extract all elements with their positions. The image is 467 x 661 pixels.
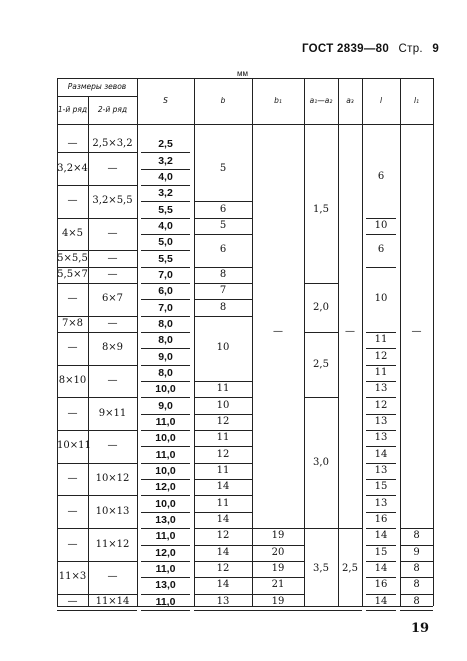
row-divider: [141, 414, 190, 415]
row-divider: [252, 594, 304, 595]
a3-cell: —: [345, 326, 355, 338]
s-cell: 2,5: [158, 138, 173, 151]
header-s: S: [163, 96, 168, 105]
b-cell: 5: [219, 162, 227, 174]
size-row1-cell: 3,2×4: [57, 162, 88, 174]
row-divider: [141, 512, 190, 513]
size-row2-cell: 6×7: [101, 293, 124, 305]
row-divider: [141, 299, 190, 300]
a1-a2-cell: 1,5: [313, 203, 329, 215]
table-header-bottom-border: [57, 124, 433, 125]
row-divider: [304, 332, 338, 333]
row-divider: [194, 234, 252, 235]
s-cell: 11,0: [155, 448, 176, 461]
row-divider: [366, 594, 396, 595]
size-row1-cell: —: [67, 595, 78, 607]
l-cell: 14: [374, 595, 388, 607]
size-row1-cell: 11×3: [58, 571, 87, 583]
column-divider: [338, 78, 339, 606]
row-divider: [366, 414, 396, 415]
size-row2-cell: 9×11: [98, 407, 127, 419]
b-cell: 8: [219, 268, 227, 280]
l-cell: 14: [374, 530, 388, 542]
row-divider: [194, 463, 252, 464]
header-sizes-group: Размеры зевов: [67, 82, 127, 91]
row-divider: [141, 594, 190, 595]
s-cell: 8,0: [158, 334, 173, 347]
row-divider: [252, 561, 304, 562]
b-cell: 14: [216, 481, 230, 493]
row-divider: [366, 365, 396, 366]
s-cell: 11,0: [155, 530, 176, 543]
row-divider: [252, 577, 304, 578]
row-divider: [366, 495, 396, 496]
row-divider: [141, 365, 190, 366]
dimensions-table: [57, 78, 433, 606]
row-divider: [141, 528, 190, 529]
s-cell: 10,0: [155, 497, 176, 510]
row-divider: [141, 332, 190, 333]
l1-cell: 8: [413, 563, 420, 574]
size-row2-cell: 10×13: [95, 505, 130, 517]
row-divider: [366, 218, 396, 219]
row-divider: [194, 512, 252, 513]
b-cell: 11: [216, 432, 230, 444]
size-row2-cell: 8×9: [101, 342, 124, 354]
row-divider: [194, 577, 252, 578]
row-divider: [141, 201, 190, 202]
row-divider: [57, 218, 137, 219]
l-cell: 6: [377, 170, 385, 182]
l-cell: 16: [374, 513, 388, 525]
a1-a2-cell: 3,0: [313, 456, 329, 468]
row-divider: [194, 545, 252, 546]
column-divider: [400, 78, 401, 606]
l-cell: 13: [374, 432, 388, 444]
page-header: [302, 43, 439, 55]
s-cell: 12,0: [155, 546, 176, 559]
row-divider: [194, 430, 252, 431]
b-cell: 11: [216, 464, 230, 476]
a1-a2-cell: 2,0: [313, 301, 329, 313]
row-divider: [194, 495, 252, 496]
size-row1-cell: —: [67, 138, 78, 150]
row-divider: [57, 463, 137, 464]
l1-cell: 8: [413, 579, 420, 591]
b-cell: 7: [219, 285, 227, 297]
b-cell: 5: [219, 219, 227, 231]
header-row1: 1-й ряд: [57, 105, 88, 114]
header-a3: a₃: [346, 96, 354, 105]
size-row2-cell: —: [107, 162, 118, 174]
row-divider: [194, 528, 252, 529]
row-divider: [57, 152, 137, 153]
s-cell: 5,5: [158, 252, 173, 265]
footer-page-number: 19: [411, 621, 430, 636]
row-divider: [141, 185, 190, 186]
s-cell: 5,5: [158, 203, 173, 216]
standard-number: ГОСТ 2839—80: [302, 43, 390, 55]
s-cell: 7,0: [158, 268, 173, 281]
l-cell: 15: [374, 546, 388, 558]
header-a1-a2: a₁—a₂: [309, 96, 333, 105]
column-divider: [304, 78, 305, 606]
row-divider: [400, 528, 433, 529]
row-divider: [366, 610, 396, 611]
l-cell: 6: [377, 244, 385, 256]
b-cell: 6: [219, 203, 227, 215]
size-row1-cell: —: [67, 538, 78, 550]
row-divider: [194, 561, 252, 562]
l-cell: 10: [374, 219, 388, 231]
s-cell: 3,2: [158, 187, 173, 200]
b-cell: 12: [216, 415, 230, 427]
row-divider: [141, 545, 190, 546]
row-divider: [141, 561, 190, 562]
header-group-divider: [57, 96, 137, 97]
s-cell: 4,0: [158, 170, 173, 183]
column-divider: [252, 78, 253, 606]
s-cell: 9,0: [158, 399, 173, 412]
l1-cell: —: [411, 326, 422, 338]
l1-cell: 8: [413, 530, 420, 542]
row-divider: [141, 397, 190, 398]
size-row1-cell: —: [67, 293, 78, 305]
row-divider: [141, 283, 190, 284]
header-b: b: [220, 96, 226, 105]
row-divider: [338, 528, 362, 529]
size-row1-cell: —: [67, 407, 78, 419]
row-divider: [194, 381, 252, 382]
s-cell: 8,0: [158, 366, 173, 379]
l-cell: 13: [374, 415, 388, 427]
size-row2-cell: —: [107, 375, 118, 387]
l-cell: 16: [374, 579, 388, 591]
b1-cell: 19: [271, 595, 285, 607]
row-divider: [304, 283, 338, 284]
row-divider: [57, 610, 137, 611]
row-divider: [57, 185, 137, 186]
row-divider: [57, 397, 137, 398]
b1-cell: 20: [271, 546, 285, 558]
b1-cell: 21: [271, 579, 285, 591]
s-cell: 10,0: [155, 432, 176, 445]
s-cell: 13,0: [155, 579, 176, 592]
row-divider: [400, 610, 433, 611]
page-number: 9: [432, 43, 440, 55]
row-divider: [141, 495, 190, 496]
l1-cell: 9: [413, 546, 420, 558]
b1-cell: 19: [271, 563, 285, 574]
size-row2-cell: 2,5×3,2: [92, 138, 133, 150]
row-divider: [194, 397, 252, 398]
row-divider: [366, 577, 396, 578]
row-divider: [57, 495, 137, 496]
header-l: l: [379, 96, 383, 105]
page-label: Стр.: [398, 43, 423, 55]
column-divider: [194, 78, 195, 606]
l-cell: 14: [374, 563, 388, 574]
l-cell: 13: [374, 464, 388, 476]
size-row1-cell: 8×10: [58, 375, 87, 387]
row-divider: [57, 561, 137, 562]
row-divider: [366, 348, 396, 349]
size-row2-cell: 3,2×5,5: [92, 195, 133, 207]
row-divider: [194, 446, 252, 447]
size-row2-cell: —: [107, 252, 118, 264]
s-cell: 10,0: [155, 464, 176, 477]
a3-cell: 2,5: [342, 563, 358, 574]
b-cell: 12: [216, 448, 230, 460]
row-divider: [141, 169, 190, 170]
b-cell: 12: [216, 563, 230, 574]
l-cell: 14: [374, 448, 388, 460]
s-cell: 8,0: [158, 317, 173, 330]
l-cell: 11: [374, 366, 388, 378]
s-cell: 4,0: [158, 219, 173, 232]
size-row1-cell: —: [67, 505, 78, 517]
size-row1-cell: —: [67, 473, 78, 485]
row-divider: [400, 545, 433, 546]
row-divider: [57, 528, 137, 529]
row-divider: [366, 234, 396, 235]
row-divider: [57, 316, 137, 317]
row-divider: [141, 381, 190, 382]
size-row2-cell: —: [107, 228, 118, 240]
row-divider: [57, 365, 137, 366]
b-cell: 10: [216, 399, 230, 411]
row-divider: [141, 316, 190, 317]
row-divider: [366, 463, 396, 464]
b-cell: 13: [216, 595, 230, 607]
row-divider: [400, 561, 433, 562]
size-row1-cell: 7×8: [61, 317, 84, 329]
row-divider: [366, 561, 396, 562]
s-cell: 11,0: [155, 415, 176, 428]
l1-cell: 8: [413, 595, 420, 607]
unit-label: мм: [237, 69, 248, 78]
row-divider: [194, 299, 252, 300]
b-cell: 11: [216, 383, 230, 395]
s-cell: 6,0: [158, 285, 173, 298]
b1-cell: —: [273, 326, 283, 338]
b-cell: 6: [219, 244, 227, 256]
size-row2-cell: —: [107, 317, 118, 329]
row-divider: [366, 479, 396, 480]
row-divider: [304, 528, 338, 529]
s-cell: 13,0: [155, 513, 176, 526]
size-row2-cell: 10×12: [95, 473, 130, 485]
size-row1-cell: 5×5,5: [57, 252, 88, 264]
l-cell: 12: [374, 399, 388, 411]
row-divider: [141, 446, 190, 447]
row-divider: [252, 610, 304, 611]
b-cell: 12: [216, 530, 230, 542]
row-divider: [194, 594, 252, 595]
b1-cell: 19: [271, 530, 285, 542]
row-divider: [366, 446, 396, 447]
row-divider: [194, 479, 252, 480]
size-row1-cell: 10×11: [57, 440, 91, 452]
row-divider: [304, 397, 338, 398]
b-cell: 14: [216, 546, 230, 558]
row-divider: [141, 577, 190, 578]
b-cell: 8: [219, 301, 227, 313]
s-cell: 10,0: [155, 383, 176, 396]
row-divider: [194, 316, 252, 317]
row-divider: [141, 463, 190, 464]
row-divider: [366, 332, 396, 333]
row-divider: [57, 594, 137, 595]
l-cell: 11: [374, 334, 388, 346]
table-left-border: [57, 78, 58, 606]
b-cell: 14: [216, 513, 230, 525]
size-row1-cell: —: [67, 342, 78, 354]
row-divider: [141, 267, 190, 268]
row-divider: [366, 267, 396, 268]
row-divider: [57, 267, 137, 268]
row-divider: [194, 283, 252, 284]
row-divider: [366, 397, 396, 398]
row-divider: [252, 545, 304, 546]
b-cell: 10: [216, 342, 230, 354]
row-divider: [57, 332, 137, 333]
row-divider: [57, 430, 137, 431]
l-cell: 15: [374, 481, 388, 493]
row-divider: [141, 479, 190, 480]
row-divider: [366, 512, 396, 513]
table-top-border: [57, 78, 433, 79]
header-l1: l₁: [413, 96, 420, 105]
size-row2-cell: —: [107, 571, 118, 583]
s-cell: 11,0: [155, 563, 176, 575]
s-cell: 12,0: [155, 481, 176, 494]
l-cell: 13: [374, 383, 388, 395]
size-row1-cell: 5,5×7: [57, 268, 88, 280]
row-divider: [194, 414, 252, 415]
row-divider: [366, 430, 396, 431]
row-divider: [194, 218, 252, 219]
row-divider: [57, 250, 137, 251]
size-row1-cell: 4×5: [61, 228, 84, 240]
row-divider: [194, 201, 252, 202]
s-cell: 3,2: [158, 154, 173, 167]
row-divider: [366, 545, 396, 546]
row-divider: [400, 594, 433, 595]
a1-a2-cell: 2,5: [313, 358, 329, 370]
s-cell: 11,0: [155, 595, 176, 608]
s-cell: 7,0: [158, 301, 173, 314]
size-row1-cell: —: [67, 195, 78, 207]
s-cell: 9,0: [158, 350, 173, 363]
row-divider: [366, 381, 396, 382]
size-row2-cell: —: [107, 440, 118, 452]
row-divider: [400, 577, 433, 578]
row-divider: [366, 528, 396, 529]
row-divider: [141, 430, 190, 431]
row-divider: [304, 610, 338, 611]
size-row2-cell: 11×12: [95, 538, 130, 550]
row-divider: [194, 267, 252, 268]
b-cell: 11: [216, 497, 230, 509]
table-right-border: [433, 78, 434, 606]
l-cell: 10: [374, 293, 388, 305]
row-divider: [141, 218, 190, 219]
s-cell: 5,0: [158, 236, 173, 249]
row-divider: [141, 348, 190, 349]
a1-a2-cell: 3,5: [313, 563, 329, 574]
header-row2: 2-й ряд: [97, 105, 128, 114]
row-divider: [141, 234, 190, 235]
row-divider: [57, 283, 137, 284]
row-divider: [252, 528, 304, 529]
l-cell: 13: [374, 497, 388, 509]
l-cell: 12: [374, 350, 388, 362]
size-row2-cell: 11×14: [95, 595, 130, 607]
row-divider: [338, 610, 362, 611]
row-divider: [194, 610, 252, 611]
b-cell: 14: [216, 579, 230, 591]
row-divider: [141, 152, 190, 153]
size-row2-cell: —: [107, 268, 118, 280]
header-b1: b₁: [274, 96, 282, 105]
row-divider: [141, 250, 190, 251]
row-divider: [141, 610, 190, 611]
